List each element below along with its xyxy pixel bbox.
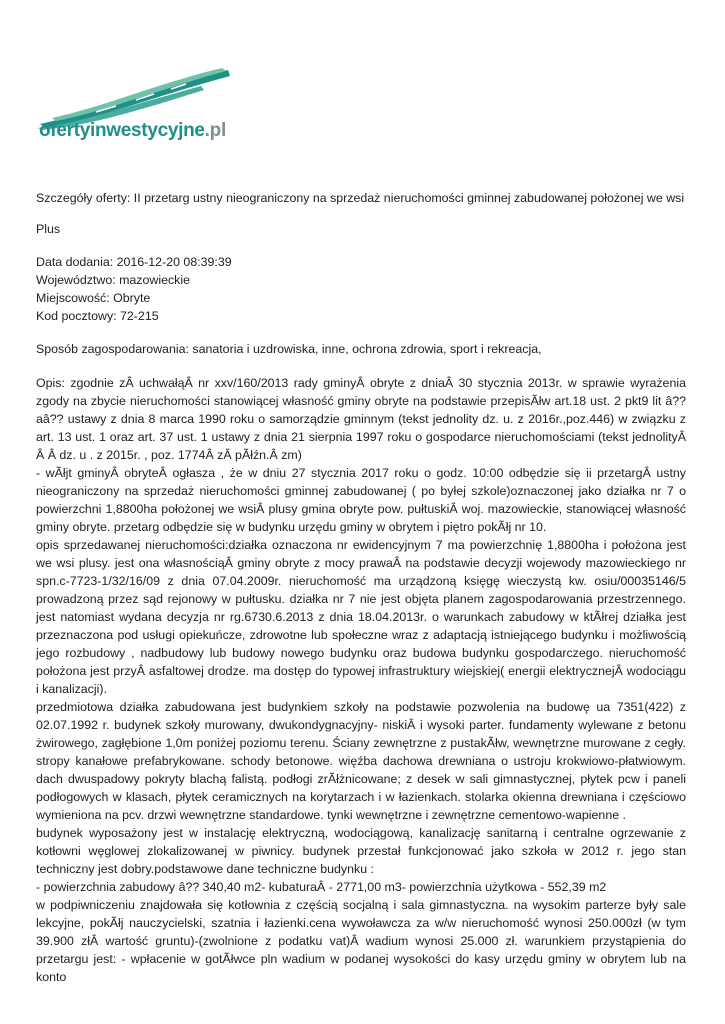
postal-code: Kod pocztowy: 72-215 [36,309,159,323]
offer-content [36,189,686,986]
logo-text-main: ofertyinwestycyjne [39,120,205,141]
description-paragraph: przedmiotowa działka zabudowana jest budynkiem szkoły na podstawie pozwolenia na budowę ua 7351(422) z 02.07.1992 r. budynek szkoły murowany, dwukondygnacyjny- niskiÂ i wysoki parter. fundamenty wylewane z betonu żwirowego, zagłębione 1,0m poniżej poziomu terenu. Ściany zewnętrzne z pustakÃłw, wewnętrzne murowane z cegły. stropy kanałowe prefabrykowane. schody betonowe. więźba dachowa drewniana o ustroju krokwiowo-płatwiowym. dach dwuspadowy pokryty blachą falistą. podłogi zrÃłżnicowane; z desek w sali gimnastycznej, płytek pcw i paneli podłogowych w klasach, płytek ceramicznych na korytarzach i w łazienkach. stolarka okienna drewniana i częściowo wymieniona na pcv. drzwi wewnętrzne standardowe. tynki wewnętrzne i zewnętrzne cementowo-wapienne . [36,700,686,822]
logo-wordmark [39,120,226,142]
description-paragraph: budynek wyposażony jest w instalację elektryczną, wodociągową, kanalizację sanitarną i centralne ogrzewanie z kotłowni węglowej zlokalizowanej w piwnicy. budynek przestał funkcjonować jako szkoła w 2012 r. jego stan techniczny jest dobry.podstawowe dane techniczne budynku : [36,826,686,876]
description-paragraph: Opis: zgodnie zÂ uchwałąÂ nr xxv/160/2013 rady gminyÂ obryte z dniaÂ 30 stycznia 2013r. w sprawie wyrażenia zgody na zbycie nieruchomości stanowiącej własność gminy obryte na podstawie przepisÃłw art.18 ust. 2 pkt9 lit â??aâ?? ustawy z dnia 8 marca 1990 roku o samorządzie gminnym (tekst jednolity dz. u. z 2016r.,poz.446) w związku z art. 13 ust. 1 oraz art. 37 ust. 1 ustawy z dnia 21 sierpnia 1997 roku o gospodarce nieruchomościami (tekst jednolityÂ Â Â dz. u . z 2015r. , poz. 1774Â zÂ pÃłźn.Â zm) [36,376,686,462]
description-paragraph: - powierzchnia zabudowy â?? 340,40 m2- kubaturaÂ - 2771,00 m3- powierzchnia użytkowa - 552,39 m2 [36,880,607,894]
date-added: Data dodania: 2016-12-20 08:39:39 [36,255,232,269]
locality: Miejscowość: Obryte [36,291,151,305]
description-paragraph: opis sprzedawanej nieruchomości:działka oznaczona nr ewidencyjnym 7 ma powierzchnię 1,8800ha i położona jest we wsi plusy. jest ona własnościąÂ gminy obryte z mocy prawaÂ na podstawie decyzji wojewody mazowieckiego nr spn.c-7723-1/32/16/09 z dnia 07.04.2009r. nieruchomość ma urządzoną księgę wieczystą kw. osiu/00035146/5 prowadzoną przez sąd rejonowy w pułtusku. działka nr 7 nie jest objęta planem zagospodarowania przestrzennego. jest natomiast wydana decyzja nr rg.6730.6.2013 z dnia 18.04.2013r. o warunkach zabudowy w ktÃłrej działka jest przeznaczona pod usługi opiekuńcze, zdrowotne lub społeczne wraz z adaptacją istniejącego budynku i możliwością jego rozbudowy , nadbudowy lub budowy nowego budynku oraz budowa budynku gospodarczego. nieruchomość położona jest przyÂ asfaltowej drodze. ma dostęp do typowej infrastruktury wiejskiej( energii elektrycznejÂ wodociągu i kanalizacji). [36,538,686,696]
site-logo[interactable] [36,68,236,148]
description-paragraph: w podpiwniczeniu znajdowała się kotłownia z częścią socjalną i sala gimnastyczna. na wysokim parterze były sale lekcyjne, pokÃłj nauczycielski, szatnia i łazienki.cena wywoławcza za w/w nieruchomość wynosi 250.000zł (w tym 39.900 złÂ wartość gruntu)-(zwolnione z podatku vat)Â wadium wynosi 25.000 zł. warunkiem przystąpienia do przetargu jest: - wpłacenie w gotÃłwce pln wadium w podanej wysokości do kasy urzędu gminy w obrytem lub na konto [36,898,686,984]
offer-subtitle: Plus [36,222,61,236]
logo-text-domain: .pl [204,120,226,141]
usage-type: Sposób zagospodarowania: sanatoria i uzdrowiska, inne, ochrona zdrowia, sport i rekreacja, [36,342,542,356]
province: Województwo: mazowieckie [36,273,191,287]
description-paragraph: - wÃłjt gminyÂ obryteÂ ogłasza , że w dniu 27 stycznia 2017 roku o godz. 10:00 odbędzie się ii przetargÂ ustny nieograniczony na sprzedaż nieruchomości gminnej zabudowanej ( po byłej szkole)oznaczonej jako działka nr 7 o powierzchni 1,8800ha położonej we wsiÂ plusy gmina obryte pow. pułtuskiÂ woj. mazowieckie, stanowiącej własność gminy obryte. przetarg odbędzie się w budynku urzędu gminy w obrytem i piętro pokÃłj nr 10. [36,466,686,534]
offer-title: Szczegóły oferty: II przetarg ustny nieograniczony na sprzedaż nieruchomości gminnej zabudowanej położonej we wsi [36,191,685,205]
